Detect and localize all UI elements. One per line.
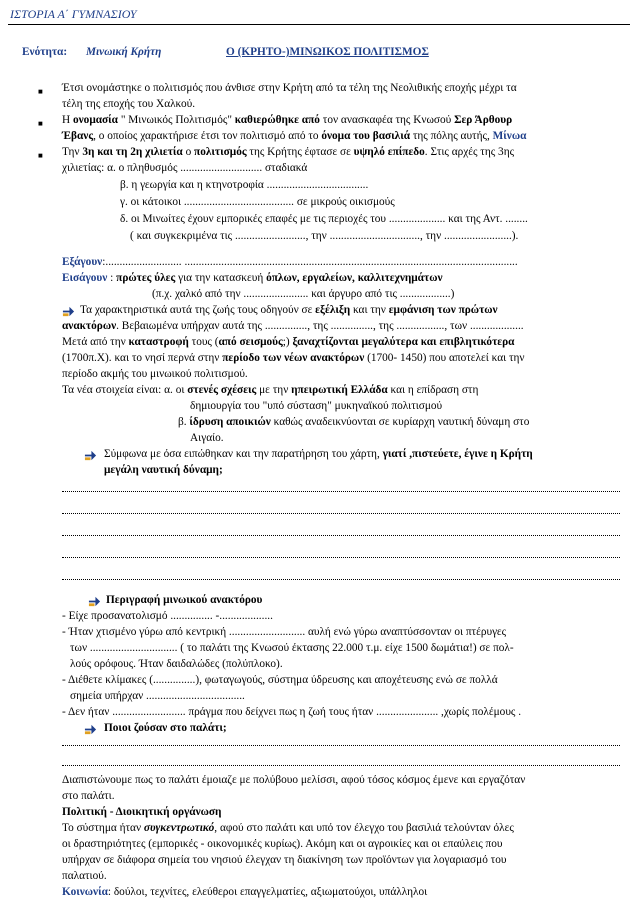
bullet-3-line-5: δ. οι Μινωίτες έχουν εμπορικές επαφές με τις περιοχές του .................... και της Αντ. ........ [120, 213, 528, 225]
palace-line-4: λούς ορόφους. Ήταν δαιδαλώδες (πολύπλοκο). [70, 658, 283, 670]
answer-line[interactable] [62, 512, 620, 514]
question-naval-power-cont: μεγάλη ναυτική δύναμη; [104, 464, 223, 476]
features-line-7: δημιουργία του "υπό σύσταση" μυκηναϊκού πολιτισμού [190, 400, 443, 412]
bullet-2-line-2: Έβανς, ο οποίος χαρακτήρισε έτσι τον πολιτισμό από το όνομα του βασιλιά της πόλης αυτής, Μίνωα [62, 130, 527, 142]
bullet-square-icon: ■ [38, 151, 43, 160]
imports-example: (π.χ. χαλκό από την ....................... και άργυρο από τις ..................) [152, 288, 455, 300]
unit-label: Ενότητα: [22, 46, 68, 58]
palace-line-2: - Ήταν χτισμένο γύρω από κεντρική ........................... αυλή ενώ γύρω αναπτύσσονταν οι πτέρυγες [62, 626, 507, 638]
answer-line[interactable] [62, 764, 620, 766]
answer-line[interactable] [62, 578, 620, 580]
bullet-3-line-6: ( και συγκεκριμένα τις ........................., την ................................, την ........................). [130, 230, 519, 242]
palace-heading: Περιγραφή μινωικού ανακτόρου [106, 594, 263, 606]
palace-line-3: των ............................... ( το παλάτι της Κνωσού έκτασης 22.000 τ.μ. είχε 1500 δωμάτια!) σε πολ- [70, 642, 514, 654]
political-line-4: παλατιού. [62, 870, 107, 882]
bullet-2-line-1: Η ονομασία " Μινωικός Πολιτισμός" καθιερώθηκε από τον ανασκαφέα της Κνωσού Σερ Άρθουρ [62, 114, 513, 126]
subject-header: ΙΣΤΟΡΙΑ Α΄ ΓΥΜΝΑΣΙΟΥ [10, 7, 137, 21]
arrow-icon [88, 595, 101, 608]
bullet-square-icon: ■ [38, 87, 43, 96]
answer-line[interactable] [62, 744, 620, 746]
palace-line-1: - Είχε προσανατολισμό ............... -................... [62, 610, 273, 622]
features-line-1: Τα χαρακτηριστικά αυτά της ζωής τους οδηγούν σε εξέλιξη και την εμφάνιση των πρώτων [80, 304, 498, 316]
question-naval-power: Σύμφωνα με όσα ειπώθηκαν και την παρατήρηση του χάρτη, γιατί ,πιστεύετε, έγινε η Κρήτη [104, 448, 533, 460]
unit-value: Μινωική Κρήτη [86, 46, 162, 58]
features-line-9: Αιγαίο. [190, 432, 224, 444]
answer-line[interactable] [62, 556, 620, 558]
political-heading: Πολιτική - Διοικητική οργάνωση [62, 806, 222, 818]
arrow-icon [62, 305, 75, 318]
political-line-3: υπήρχαν σε διάφορα σημεία του νησιού έλεγχαν τη διακίνηση των προϊόντων για λογαριασμό του [62, 854, 507, 866]
arrow-icon [84, 449, 97, 462]
features-line-4: (1700π.Χ). και το νησί περνά στην περίοδο των νέων ανακτόρων (1700- 1450) που αποτελεί και την [62, 352, 525, 364]
features-line-3: Μετά από την καταστροφή τους (από σεισμούς;) ξαναχτίζονται μεγαλύτερα και επιβλητικότερα [62, 336, 515, 348]
bullet-3-line-3: β. η γεωργία και η κτηνοτροφία .................................... [120, 179, 369, 191]
political-line-2: οι δραστηριότητες (εμπορικές - οικονομικές κυρίως). Ακόμη και οι αγροικίες και οι επαύλεις που [62, 838, 503, 850]
bullet-square-icon: ■ [38, 119, 43, 128]
features-line-5: περίοδο ακμής του μινωικού πολιτισμού. [62, 368, 248, 380]
beehive-line-1: Διαπιστώνουμε πως το παλάτι έμοιαζε με πολύβουο μελίσσι, αφού τόσος κόσμος έμενε και εργαζόταν [62, 774, 526, 786]
bullet-1-line-2: τέλη της εποχής του Χαλκού. [62, 98, 196, 110]
bullet-3-line-4: γ. οι κάτοικοι ....................................... σε μικρούς οικισμούς [120, 196, 395, 208]
palace-line-7: - Δεν ήταν .......................... πράγμα που δείχνει πως η ζωή τους ήταν ...................... ,χωρίς πολέμους . [62, 706, 522, 718]
bullet-3-line-2: χιλιετίας: α. ο πληθυσμός ............................. σταδιακά [62, 162, 308, 174]
features-line-8: β. ίδρυση αποικιών καθώς αναδεικνύονται σε κυρίαρχη ναυτική δύναμη στο [178, 416, 530, 428]
exports-line: Εξάγουν:........................... ...................................................................................................................... [62, 256, 518, 268]
bullet-1-line-1: Έτσι ονομάστηκε ο πολιτισμός που άνθισε στην Κρήτη από τα τέλη της Νεολιθικής εποχής μέχρι τα [62, 82, 517, 94]
beehive-line-2: στο παλάτι. [62, 790, 115, 802]
features-line-2: ανακτόρων. Βεβαιωμένα υπήρχαν αυτά της ..............., της ..............., της ................., των ................... [62, 320, 524, 332]
answer-line[interactable] [62, 490, 620, 492]
features-line-6: Τα νέα στοιχεία είναι: α. οι στενές σχέσεις με την ηπειρωτική Ελλάδα και η επίδραση στη [62, 384, 479, 396]
question-who-lived: Ποιοι ζούσαν στο παλάτι; [104, 722, 227, 734]
society-line: Κοινωνία: δούλοι, τεχνίτες, ελεύθεροι επαγγελματίες, αξιωματούχοι, υπάλληλοι [62, 886, 428, 898]
unit-title: Ο (ΚΡΗΤΟ-)ΜΙΝΩΙΚΟΣ ΠΟΛΙΤΙΣΜΟΣ [226, 46, 429, 58]
header-divider [8, 24, 630, 25]
bullet-3-line-1: Την 3η και τη 2η χιλιετία ο πολιτισμός της Κρήτης έφτασε σε υψηλό επίπεδο. Στις αρχές της 3ης [62, 146, 515, 158]
political-line-1: Το σύστημα ήταν συγκεντρωτικό, αφού στο παλάτι και υπό τον έλεγχο του βασιλιά τελούνταν όλες [62, 822, 514, 834]
palace-line-6: σημεία υπήρχαν ................................... [70, 690, 245, 702]
palace-line-5: - Διέθετε κλίμακες (...............), φωταγωγούς, σύστημα ύδρευσης και αποχέτευσης ενώ σε πολλά [62, 674, 498, 686]
imports-line: Εισάγουν : πρώτες ύλες για την κατασκευή όπλων, εργαλείων, καλλιτεχνημάτων [62, 272, 443, 284]
answer-line[interactable] [62, 534, 620, 536]
arrow-icon [84, 723, 97, 736]
